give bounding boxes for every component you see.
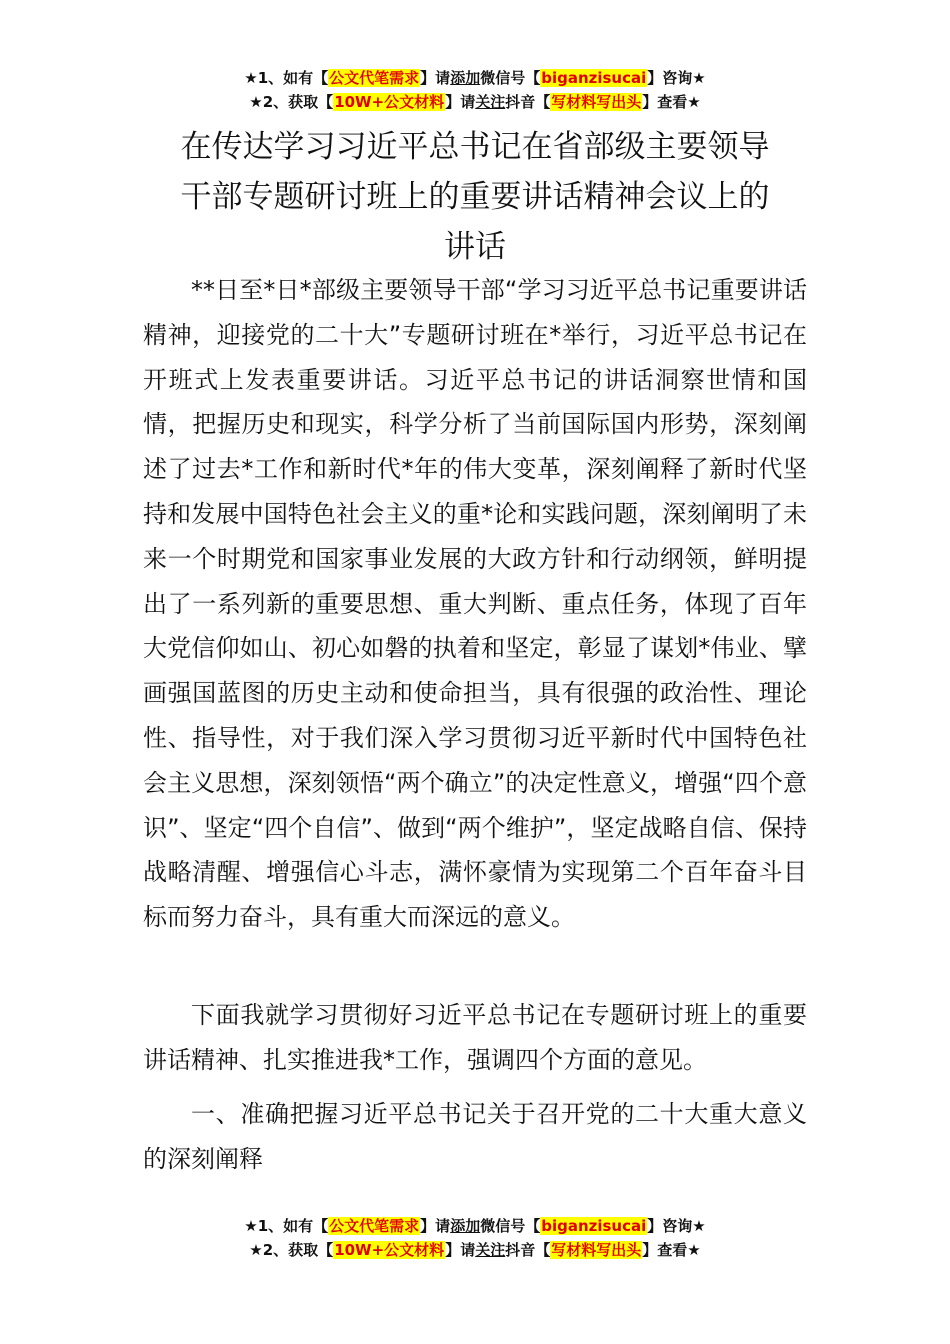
promo-line-2: [0, 1238, 950, 1262]
promo-highlight: biganzisucai: [541, 1217, 647, 1235]
promo-line-1: [0, 1214, 950, 1238]
document-title: [140, 122, 810, 272]
promo-text: 抖音【: [505, 93, 551, 111]
promo-text: 微信号【: [480, 69, 541, 87]
promo-text: 】请: [445, 1241, 476, 1259]
promo-highlight: 公文代笔需求: [329, 69, 420, 87]
title-line: 干部专题研讨班上的重要讲话精神会议上的: [180, 179, 770, 215]
promo-text: 】咨询★: [647, 69, 706, 87]
promo-highlight: 公文代笔需求: [329, 1217, 420, 1235]
title-line: 在传达学习习近平总书记在省部级主要领导: [180, 129, 770, 165]
promo-text: 】查看★: [642, 1241, 701, 1259]
promo-text: ★1、如有【: [244, 1217, 329, 1235]
title-line: 讲话: [444, 229, 506, 265]
promo-highlight: 写材料写出头: [551, 1241, 642, 1259]
promo-footer: [0, 1214, 950, 1262]
promo-underline: 添加: [450, 1217, 481, 1235]
body-paragraph-1: **日至*日*部级主要领导干部“学习习近平总书记重要讲话精神，迎接党的二十大”专题研讨班在*举行，习近平总书记在开班式上发表重要讲话。习近平总书记的讲话洞察世情和国情，把握历史和现实，科学分析了当前国际国内形势，深刻阐述了过去*工作和新时代*年的伟大变革，深刻阐释了新时代坚持和发展中国特色社会主义的重*论和实践问题，深刻阐明了未来一个时期党和国家事业发展的大政方针和行动纲领，鲜明提出了一系列新的重要思想、重大判断、重点任务，体现了百年大党信仰如山、初心如磐的执着和坚定，彰显了谋划*伟业、擘画强国蓝图的历史主动和使命担当，具有很强的政治性、理论性、指导性，对于我们深入学习贯彻习近平新时代中国特色社会主义思想，深刻领悟“两个确立”的决定性意义，增强“四个意识”、坚定“四个自信”、做到“两个维护”，坚定战略自信、保持战略清醒、增强信心斗志，满怀豪情为实现第二个百年奋斗目标而努力奋斗，具有重大而深远的意义。: [143, 276, 807, 932]
promo-text: 】请: [445, 93, 476, 111]
promo-text: ★2、获取【: [249, 1241, 334, 1259]
promo-underline: 关注: [475, 1241, 506, 1259]
promo-header: [0, 66, 950, 114]
section-heading-1: 一、准确把握习近平总书记关于召开党的二十大重大意义的深刻阐释: [143, 1100, 807, 1173]
promo-underline: 添加: [450, 69, 481, 87]
promo-text: ★2、获取【: [249, 93, 334, 111]
promo-underline: 关注: [475, 93, 506, 111]
promo-highlight: 10W+公文材料: [334, 1241, 445, 1259]
promo-line-1: [0, 66, 950, 90]
promo-text: 微信号【: [480, 1217, 541, 1235]
body-paragraph-2: 下面我就学习贯彻好习近平总书记在专题研讨班上的重要讲话精神、扎实推进我*工作，强调四个方面的意见。: [143, 1001, 807, 1074]
promo-highlight: 10W+公文材料: [334, 93, 445, 111]
promo-text: 】查看★: [642, 93, 701, 111]
promo-text: 】请: [420, 1217, 451, 1235]
promo-text: 】咨询★: [647, 1217, 706, 1235]
promo-text: ★1、如有【: [244, 69, 329, 87]
promo-highlight: biganzisucai: [541, 69, 647, 87]
promo-highlight: 写材料写出头: [551, 93, 642, 111]
promo-text: 抖音【: [505, 1241, 551, 1259]
promo-line-2: [0, 90, 950, 114]
promo-text: 】请: [420, 69, 451, 87]
